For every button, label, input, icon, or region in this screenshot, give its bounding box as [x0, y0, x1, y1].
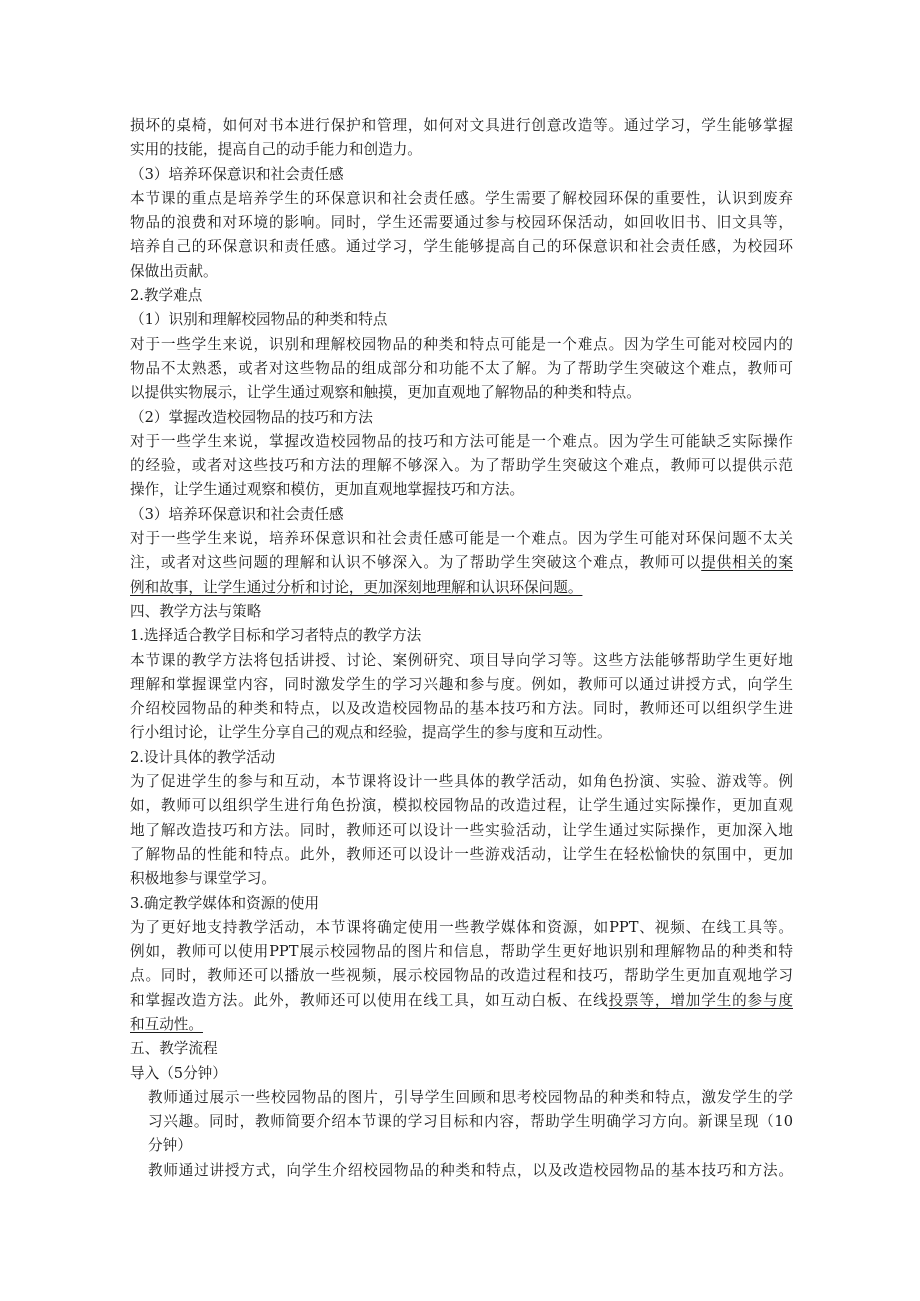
body-line: 操作，让学生通过观察和模仿，更加直观地掌握技巧和方法。 [130, 481, 525, 499]
body-line: 培养自己的环保意识和责任感。通过学习，学生能够提高自己的环保意识和社会责任感，为校园环 [130, 238, 793, 256]
section-heading: 2.教学难点 [130, 287, 203, 305]
subsection-heading: （3）培养环保意识和社会责任感 [130, 505, 344, 523]
body-line: 本节课的教学方法将包括讲授、讨论、案例研究、项目导向学习等。这些方法能够帮助学生更好地 [130, 651, 793, 669]
body-line: 介绍校园物品的种类和特点，以及改造校园物品的基本技巧和方法。同时，教师还可以组织学生进 [130, 700, 793, 718]
body-line: 理解和掌握课堂内容，同时激发学生的学习兴趣和参与度。例如，教师可以通过讲授方式，向学生 [130, 675, 793, 693]
body-line: 了解物品的性能和特点。此外，教师还可以设计一些游戏活动，让学生在轻松愉快的氛围中，更加 [130, 845, 793, 863]
subsection-heading: 1.选择适合教学目标和学习者特点的教学方法 [130, 627, 422, 645]
body-line: 损坏的桌椅，如何对书本进行保护和管理，如何对文具进行创意改造等。通过学习，学生能够掌握 [130, 117, 793, 134]
subsection-heading: （1）识别和理解校园物品的种类和特点 [130, 311, 388, 329]
body-line: 行小组讨论，让学生分享自己的观点和经验，提高学生的参与度和互动性。 [130, 724, 612, 742]
body-line: 分钟） [148, 1137, 192, 1155]
body-line: 地了解改造技巧和方法。同时，教师还可以设计一些实验活动，让学生通过实际操作，更加深入地 [130, 821, 793, 839]
body-line: 教师通过讲授方式，向学生介绍校园物品的种类和特点，以及改造校园物品的基本技巧和方法。 [148, 1161, 793, 1179]
body-line: 习兴趣。同时，教师简要介绍本节课的学习目标和内容，帮助学生明确学习方向。新课呈现（10 [148, 1113, 793, 1131]
body-text: 注，或者对这些问题的理解和认识不够深入。为了帮助学生突破这个难点，教师可以 [130, 554, 702, 572]
body-line: 积极地参与课堂学习。 [130, 870, 276, 888]
body-line: 物品不太熟悉，或者对这些物品的组成部分和功能不太了解。为了帮助学生突破这个难点，教师可 [130, 359, 793, 377]
subsection-heading: 导入（5分钟） [130, 1064, 227, 1082]
underlined-text: 投票等，增加学生的参与度 [608, 991, 793, 1009]
chapter-heading: 五、教学流程 [130, 1040, 218, 1058]
body-text: 和掌握改造方法。此外，教师还可以使用在线工具，如互动白板、在线 [130, 991, 609, 1009]
body-line: 为了促进学生的参与和互动，本节课将设计一些具体的教学活动，如角色扮演、实验、游戏等。例 [130, 773, 793, 791]
subsection-heading: （2）掌握改造校园物品的技巧和方法 [130, 408, 373, 426]
body-line: 教师通过展示一些校园物品的图片，引导学生回顾和思考校园物品的种类和特点，激发学生的学 [148, 1088, 793, 1106]
chapter-heading: 四、教学方法与策略 [130, 602, 262, 620]
underlined-text: 例和故事，让学生通过分析和讨论，更加深刻地理解和认识环保问题。 [130, 578, 583, 596]
body-line [130, 551, 793, 575]
body-line: 的经验，或者对这些技巧和方法的理解不够深入。为了帮助学生突破这个难点，教师可以提供示范 [130, 457, 793, 475]
body-line [130, 1013, 793, 1037]
body-line: 例如，教师可以使用PPT展示校园物品的图片和信息，帮助学生更好地识别和理解物品的种类和特 [130, 943, 793, 961]
subsection-heading: 3.确定教学媒体和资源的使用 [130, 894, 320, 912]
subsection-heading: 2.设计具体的教学活动 [130, 748, 276, 766]
underlined-text: 和互动性。 [130, 1015, 203, 1033]
body-line: 对于一些学生来说，培养环保意识和社会责任感可能是一个难点。因为学生可能对环保问题不太关 [130, 530, 793, 548]
body-line: 本节课的重点是培养学生的环保意识和社会责任感。学生需要了解校园环保的重要性，认识到废弃 [130, 189, 793, 207]
document-page [130, 114, 793, 1183]
body-line: 以提供实物展示，让学生通过观察和触摸，更加直观地了解物品的种类和特点。 [130, 384, 641, 402]
body-line: 对于一些学生来说，识别和理解校园物品的种类和特点可能是一个难点。因为学生可能对校园内的 [130, 335, 793, 353]
underlined-text: 提供相关的案 [701, 554, 793, 572]
body-line: 物品的浪费和对环境的影响。同时，学生还需要通过参与校园环保活动，如回收旧书、旧文具等， [130, 214, 793, 232]
body-line: 对于一些学生来说，掌握改造校园物品的技巧和方法可能是一个难点。因为学生可能缺乏实际操作 [130, 432, 793, 450]
body-line: 保做出贡献。 [130, 262, 218, 280]
body-line [130, 576, 793, 600]
body-line: 为了更好地支持教学活动，本节课将确定使用一些教学媒体和资源，如PPT、视频、在线工具等。 [130, 918, 793, 936]
body-line: 实用的技能，提高自己的动手能力和创造力。 [130, 141, 422, 159]
subsection-heading: （3）培养环保意识和社会责任感 [130, 165, 344, 183]
body-line: 如，教师可以组织学生进行角色扮演，模拟校园物品的改造过程，让学生通过实际操作，更加直观 [130, 797, 793, 815]
body-line [130, 989, 793, 1013]
body-line: 点。同时，教师还可以播放一些视频，展示校园物品的改造过程和技巧，帮助学生更加直观地学习 [130, 967, 793, 985]
